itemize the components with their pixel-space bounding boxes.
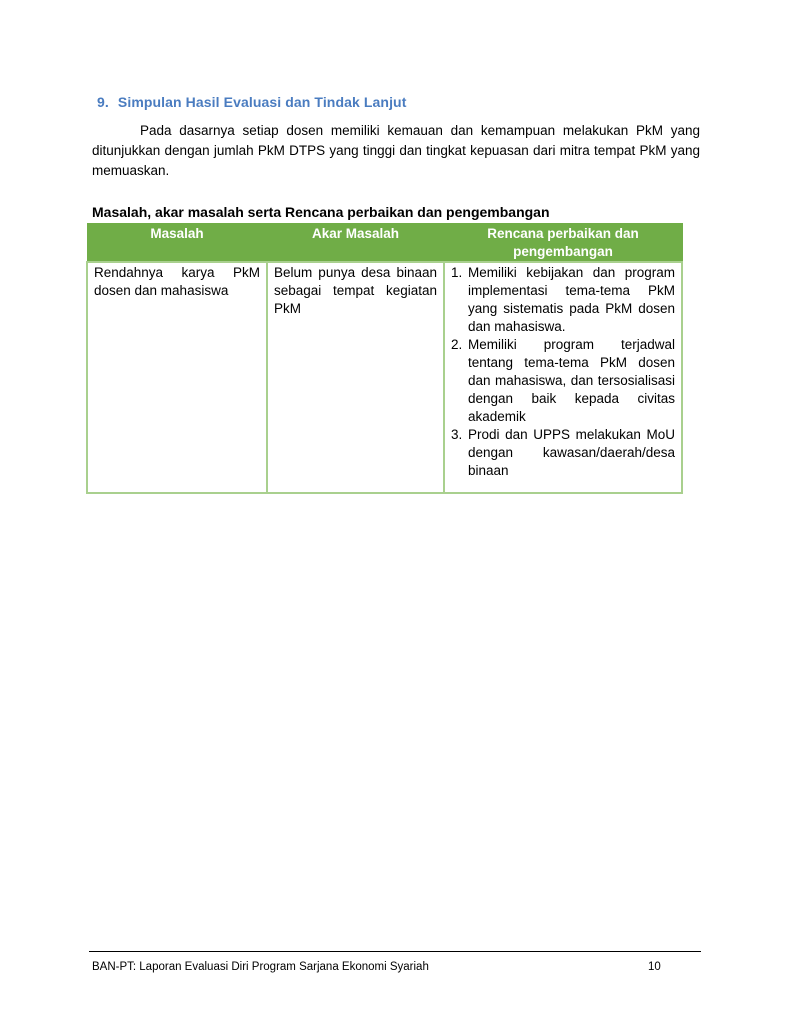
list-item-text: Prodi dan UPPS melakukan MoU dengan kawasan/daerah/desa binaan	[468, 427, 675, 478]
rencana-list	[451, 264, 675, 480]
page-number: 10	[648, 961, 661, 973]
cell-akar-masalah: Belum punya desa binaan sebagai tempat kegiatan PkM	[267, 262, 444, 493]
footer-text: BAN-PT: Laporan Evaluasi Diri Program Sarjana Ekonomi Syariah	[92, 961, 429, 973]
list-item-text: Memiliki program terjadwal tentang tema-tema PkM dosen dan mahasiswa, dan tersosialisasi dengan baik kepada civitas akademik	[468, 337, 675, 424]
cell-masalah: Rendahnya karya PkM dosen dan mahasiswa	[87, 262, 267, 493]
list-item-number: 1.	[451, 265, 463, 280]
section-title: Simpulan Hasil Evaluasi dan Tindak Lanjut	[117, 94, 407, 110]
table-row	[87, 262, 682, 493]
section-number: 9.	[97, 94, 109, 110]
list-item	[451, 426, 675, 480]
footer-divider	[89, 951, 701, 952]
list-item-number: 3.	[451, 427, 463, 442]
cell-rencana	[444, 262, 682, 493]
list-item	[451, 264, 675, 336]
table-caption: Masalah, akar masalah serta Rencana perbaikan dan pengembangan	[92, 204, 550, 220]
section-heading	[97, 94, 406, 110]
header-akar-masalah: Akar Masalah	[267, 224, 444, 263]
header-rencana: Rencana perbaikan dan pengembangan	[444, 224, 682, 263]
list-item	[451, 336, 675, 426]
header-masalah: Masalah	[87, 224, 267, 263]
summary-paragraph: Pada dasarnya setiap dosen memiliki kemauan dan kemampuan melakukan PkM yang ditunjukkan dengan jumlah PkM DTPS yang tinggi dan tingkat kepuasan dari mitra tempat PkM yang memuaskan.	[92, 123, 700, 178]
table-header-row	[87, 224, 682, 263]
list-item-number: 2.	[451, 337, 463, 352]
list-item-text: Memiliki kebijakan dan program implementasi tema-tema PkM yang sistematis pada PkM dosen dan mahasiswa.	[468, 265, 675, 334]
evaluation-table	[86, 223, 683, 494]
